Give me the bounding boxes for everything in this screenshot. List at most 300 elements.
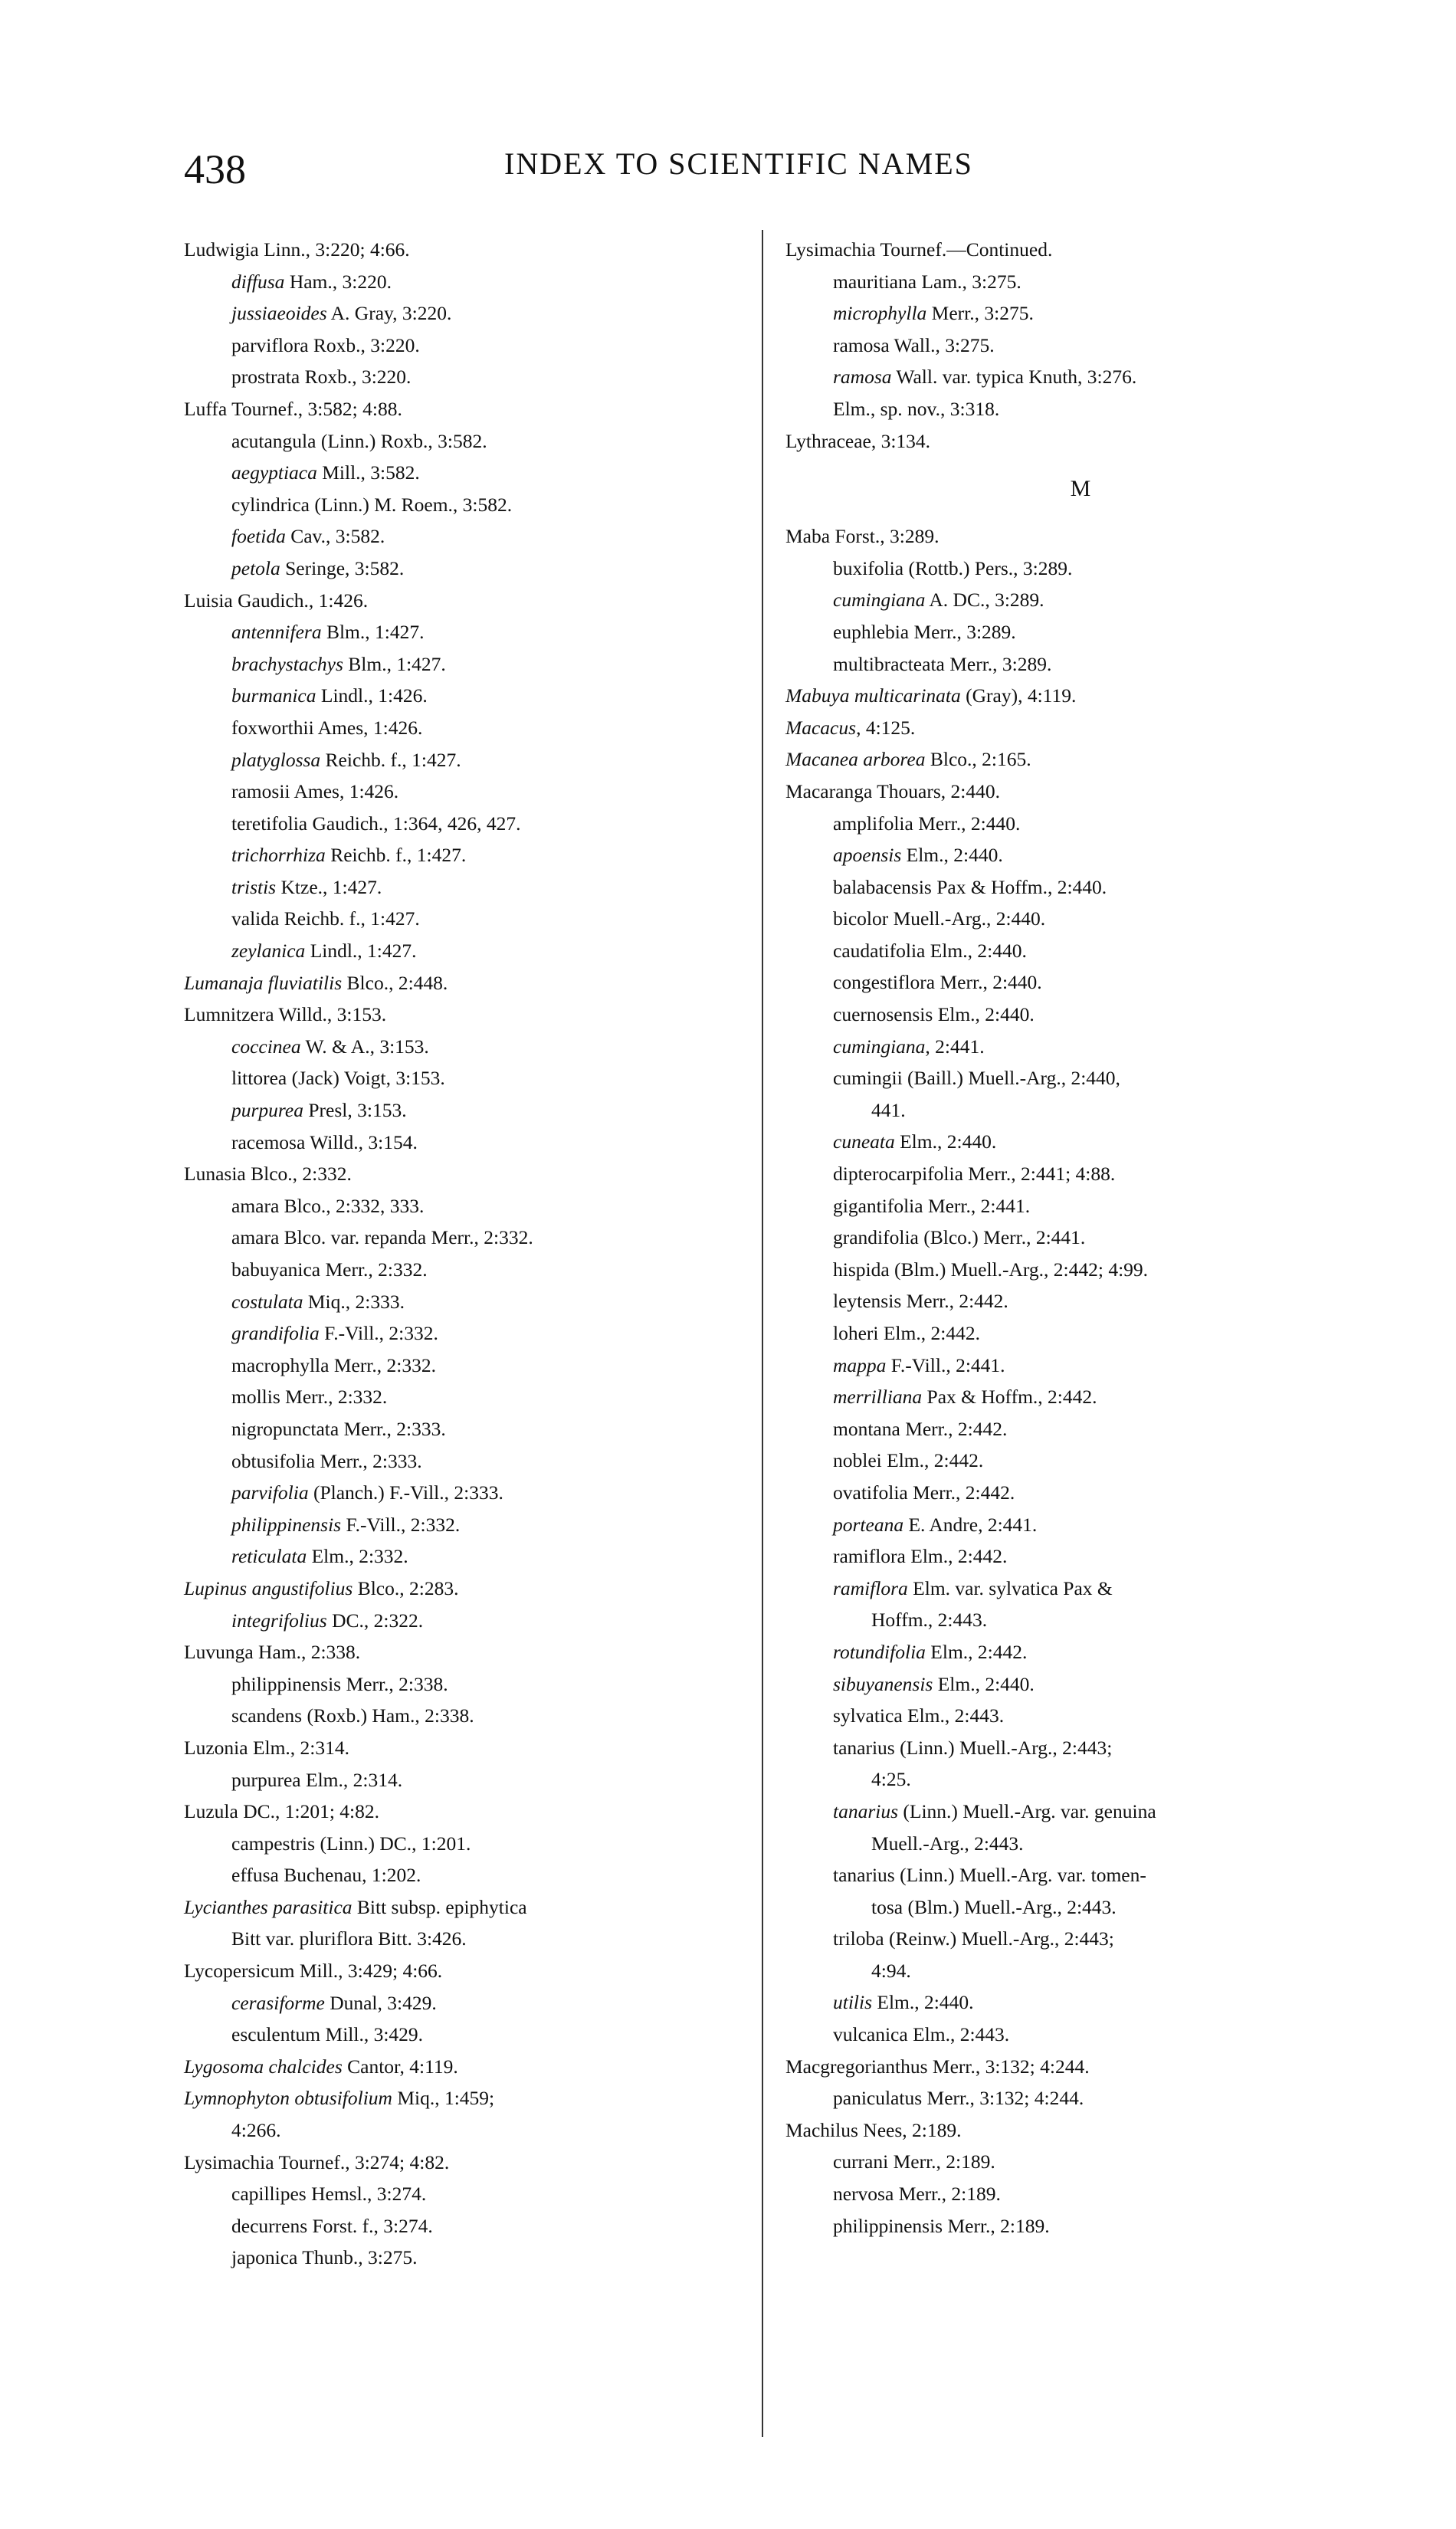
index-subentry bbox=[785, 1573, 1376, 1605]
entry-reference: Gaudich., 1:364, 426, 427. bbox=[307, 812, 521, 835]
index-entry bbox=[184, 1158, 774, 1190]
scientific-name: hispida bbox=[833, 1258, 890, 1281]
index-subentry bbox=[184, 425, 774, 458]
index-subentry bbox=[785, 2210, 1376, 2242]
scientific-name: scandens bbox=[231, 1704, 303, 1727]
scientific-name: congestiflora bbox=[833, 971, 936, 994]
entry-reference: Elm., 2:440. bbox=[933, 1003, 1035, 1026]
index-subentry bbox=[184, 1923, 774, 1955]
scientific-name: Lunasia bbox=[184, 1163, 246, 1186]
index-subentry bbox=[785, 2082, 1376, 2114]
scientific-name: Macacus bbox=[785, 716, 857, 739]
scientific-name: Macanea arborea bbox=[785, 748, 926, 771]
index-subentry bbox=[785, 1763, 1376, 1796]
scientific-name: diffusa bbox=[231, 270, 285, 293]
scientific-name: ramosii bbox=[231, 780, 290, 803]
scientific-name: tanarius bbox=[833, 1736, 895, 1759]
entry-reference: (Blco.) Merr., 2:441. bbox=[918, 1226, 1086, 1249]
entry-reference: Elm., 2:314. bbox=[248, 1736, 350, 1759]
entry-reference: , 4:125. bbox=[856, 716, 916, 739]
entry-reference: Roxb., 3:220. bbox=[308, 333, 420, 356]
scientific-name: parviflora bbox=[231, 333, 309, 356]
entry-reference: F.-Vill., 2:332. bbox=[319, 1322, 438, 1345]
entry-reference: Merr., 2:440. bbox=[913, 812, 1021, 835]
entry-reference: (Blm.) Muell.-Arg., 2:442; 4:99. bbox=[889, 1258, 1149, 1281]
entry-reference: Nees, 2:189. bbox=[858, 2118, 962, 2141]
index-entry bbox=[184, 1636, 774, 1668]
scientific-name: ramosa bbox=[833, 333, 890, 356]
entry-reference: DC., 1:201; 4:82. bbox=[238, 1800, 379, 1823]
scientific-name: antennifera bbox=[231, 621, 322, 644]
scientific-name: prostrata bbox=[231, 366, 300, 389]
entry-reference: Elm. var. sylvatica Pax & bbox=[907, 1576, 1113, 1599]
scientific-name: mollis bbox=[231, 1386, 280, 1409]
index-subentry bbox=[184, 1540, 774, 1573]
scientific-name: aegyptiaca bbox=[231, 461, 317, 484]
scientific-name: Luzula bbox=[184, 1800, 238, 1823]
scientific-name: merrilliana bbox=[833, 1386, 923, 1409]
index-subentry bbox=[785, 999, 1376, 1031]
index-subentry bbox=[785, 2178, 1376, 2210]
index-subentry bbox=[184, 1317, 774, 1350]
index-subentry bbox=[785, 2019, 1376, 2051]
scientific-name: reticulata bbox=[231, 1545, 307, 1568]
index-subentry bbox=[184, 1127, 774, 1159]
entry-reference: Merr., 2:189. bbox=[888, 2150, 995, 2173]
scientific-name: Machilus bbox=[785, 2118, 858, 2141]
index-subentry bbox=[785, 1986, 1376, 2019]
entry-reference: Thunb., 3:275. bbox=[297, 2246, 418, 2269]
scientific-name: tristis bbox=[231, 875, 277, 898]
right-column bbox=[785, 234, 1376, 2242]
scientific-name: philippinensis bbox=[231, 1672, 342, 1695]
entry-reference: Merr., 2:441. bbox=[923, 1194, 1031, 1217]
scientific-name: cumingiana bbox=[833, 589, 926, 612]
entry-reference: 4:266. bbox=[231, 2119, 281, 2142]
scientific-name: bicolor bbox=[833, 907, 889, 930]
entry-reference: Elm., sp. nov., 3:318. bbox=[833, 397, 1000, 420]
index-entry bbox=[184, 999, 774, 1031]
entry-reference: (Baill.) Muell.-Arg., 2:440, bbox=[902, 1067, 1120, 1090]
scientific-name: purpurea bbox=[231, 1768, 301, 1791]
entry-reference: Tournef., 3:582; 4:88. bbox=[227, 397, 402, 420]
index-subentry bbox=[785, 1732, 1376, 1764]
scientific-name: purpurea bbox=[231, 1099, 303, 1122]
index-entry bbox=[184, 2082, 774, 2114]
entry-reference: (Linn.) Muell.-Arg. var. genuina bbox=[898, 1799, 1156, 1822]
index-subentry bbox=[184, 1605, 774, 1637]
scientific-name: rotundifolia bbox=[833, 1640, 926, 1663]
scientific-name: sibuyanensis bbox=[833, 1672, 933, 1695]
scientific-name: montana bbox=[833, 1417, 900, 1440]
entry-reference: Pax & Hoffm., 2:440. bbox=[931, 875, 1107, 898]
scientific-name: ramiflora bbox=[833, 1576, 908, 1599]
entry-reference: (Rottb.) Pers., 3:289. bbox=[903, 556, 1073, 579]
index-subentry bbox=[184, 648, 774, 681]
entry-reference: Blco., 2:332, 333. bbox=[279, 1194, 425, 1217]
index-subentry bbox=[785, 1923, 1376, 1955]
index-subentry bbox=[785, 616, 1376, 648]
index-subentry bbox=[184, 808, 774, 840]
entry-reference: 441. bbox=[871, 1098, 906, 1121]
index-subentry bbox=[184, 2019, 774, 2051]
index-subentry bbox=[785, 1509, 1376, 1541]
index-subentry bbox=[785, 297, 1376, 330]
scientific-name: Lysimachia bbox=[184, 2150, 274, 2173]
index-subentry bbox=[184, 839, 774, 871]
page-title: INDEX TO SCIENTIFIC NAMES bbox=[504, 146, 973, 181]
entry-reference: , 3:134. bbox=[871, 429, 931, 452]
index-subentry bbox=[184, 2242, 774, 2274]
index-subentry bbox=[184, 330, 774, 362]
index-subentry bbox=[785, 584, 1376, 616]
index-subentry bbox=[184, 1413, 774, 1445]
entry-reference: 4:94. bbox=[871, 1959, 911, 1982]
entry-reference: Mill., 3:582. bbox=[316, 461, 420, 484]
entry-reference: (Jack) Voigt, 3:153. bbox=[287, 1067, 445, 1090]
index-subentry bbox=[184, 903, 774, 935]
scientific-name: mappa bbox=[833, 1353, 887, 1376]
entry-reference: Ames, 1:426. bbox=[290, 780, 399, 803]
index-subentry bbox=[184, 1477, 774, 1509]
index-subentry bbox=[785, 1891, 1376, 1924]
entry-reference: Blco., 2:332. bbox=[245, 1163, 352, 1186]
scientific-name: porteana bbox=[833, 1513, 904, 1536]
index-subentry bbox=[184, 1350, 774, 1382]
index-subentry bbox=[184, 1828, 774, 1860]
entry-reference: Ham., 3:220. bbox=[284, 270, 392, 293]
scientific-name: grandifolia bbox=[231, 1322, 320, 1345]
entry-reference: , 2:441. bbox=[925, 1035, 985, 1058]
entry-reference: Reichb. f., 1:427. bbox=[325, 844, 467, 867]
index-entry bbox=[184, 1891, 774, 1924]
entry-reference: Linn., 3:220; 4:66. bbox=[258, 238, 410, 261]
index-subentry bbox=[184, 1445, 774, 1478]
entry-reference: Merr., 3:132; 4:244. bbox=[927, 2055, 1090, 2078]
scientific-name: racemosa bbox=[231, 1130, 306, 1153]
scientific-name: effusa bbox=[231, 1864, 279, 1887]
index-entry bbox=[785, 743, 1376, 776]
scientific-name: currani bbox=[833, 2150, 889, 2173]
entry-reference: Elm., 2:443. bbox=[902, 1704, 1005, 1727]
index-subentry bbox=[785, 1413, 1376, 1445]
entry-reference: Seringe, 3:582. bbox=[280, 556, 405, 579]
index-subentry bbox=[785, 266, 1376, 298]
index-entry bbox=[184, 585, 774, 617]
index-subentry bbox=[785, 330, 1376, 362]
index-subentry bbox=[785, 1031, 1376, 1063]
index-entry bbox=[184, 1955, 774, 1987]
entry-reference: Bitt subsp. epiphytica bbox=[352, 1895, 527, 1918]
index-subentry bbox=[785, 1859, 1376, 1891]
entry-reference: Elm., 2:440. bbox=[901, 844, 1003, 867]
scientific-name: nigropunctata bbox=[231, 1417, 339, 1440]
scientific-name: euphlebia bbox=[833, 620, 910, 643]
scientific-name: trichorrhiza bbox=[231, 844, 326, 867]
scientific-name: Luisia bbox=[184, 589, 233, 612]
entry-reference: (Gray), 4:119. bbox=[960, 684, 1077, 707]
index-entry bbox=[184, 1796, 774, 1828]
scientific-name: campestris bbox=[231, 1832, 316, 1855]
entry-reference: Blco., 2:283. bbox=[353, 1576, 459, 1599]
entry-reference: Thouars, 2:440. bbox=[872, 779, 1000, 802]
entry-reference: Mill., 3:429. bbox=[320, 2023, 424, 2046]
scientific-name: japonica bbox=[231, 2246, 298, 2269]
scientific-name: Mabuya multicarinata bbox=[785, 684, 961, 707]
index-subentry bbox=[785, 1477, 1376, 1509]
scientific-name: Luzonia bbox=[184, 1736, 248, 1759]
index-subentry bbox=[184, 1094, 774, 1127]
scientific-name: sylvatica bbox=[833, 1704, 903, 1727]
scientific-name: apoensis bbox=[833, 844, 902, 867]
index-entry bbox=[184, 2051, 774, 2083]
entry-reference: Gaudich., 1:426. bbox=[232, 589, 369, 612]
entry-reference: (Roxb.) Ham., 2:338. bbox=[302, 1704, 474, 1727]
index-subentry bbox=[184, 1286, 774, 1318]
index-subentry bbox=[184, 744, 774, 776]
index-subentry bbox=[184, 1859, 774, 1891]
index-entry bbox=[184, 2147, 774, 2179]
scientific-name: cumingii bbox=[833, 1067, 903, 1090]
scientific-name: Lumnitzera bbox=[184, 1003, 274, 1026]
entry-reference: DC., 2:322. bbox=[326, 1609, 424, 1632]
scientific-name: foxworthii bbox=[231, 716, 314, 739]
index-subentry bbox=[184, 1987, 774, 2019]
scientific-name: obtusifolia bbox=[231, 1449, 316, 1472]
scientific-name: ovatifolia bbox=[833, 1481, 908, 1504]
scientific-name: babuyanica bbox=[231, 1258, 321, 1281]
scientific-name: Luvunga bbox=[184, 1641, 254, 1664]
entry-reference: Merr., 3:132; 4:244. bbox=[922, 2087, 1084, 2110]
entry-reference: (Linn.) M. Roem., 3:582. bbox=[309, 493, 513, 516]
index-entry bbox=[785, 680, 1376, 712]
entry-reference: Wall. var. typica Knuth, 3:276. bbox=[891, 366, 1137, 389]
entry-reference: Blm., 1:427. bbox=[321, 621, 425, 644]
index-entry bbox=[184, 234, 774, 266]
entry-reference: Miq., 1:459; bbox=[392, 2087, 495, 2110]
index-subentry bbox=[184, 871, 774, 904]
index-subentry bbox=[184, 1700, 774, 1732]
entry-reference: Roxb., 3:220. bbox=[300, 366, 412, 389]
entry-reference: Elm., 2:440. bbox=[872, 1991, 974, 2014]
scientific-name: Lygosoma chalcides bbox=[184, 2055, 343, 2078]
index-entry bbox=[184, 393, 774, 425]
index-entry bbox=[785, 712, 1376, 744]
entry-reference: (Linn.) Roxb., 3:582. bbox=[316, 429, 487, 452]
entry-reference: Lindl., 1:426. bbox=[316, 684, 428, 707]
scientific-name: Lythraceae bbox=[785, 429, 871, 452]
index-subentry bbox=[785, 1350, 1376, 1382]
scientific-name: ramosa bbox=[833, 366, 892, 389]
index-subentry bbox=[785, 393, 1376, 425]
scientific-name: amara bbox=[231, 1226, 280, 1249]
index-subentry bbox=[184, 2210, 774, 2242]
scientific-name: Lupinus angustifolius bbox=[184, 1576, 353, 1599]
entry-reference: Presl, 3:153. bbox=[303, 1099, 407, 1122]
entry-reference: Merr., 2:442. bbox=[901, 1290, 1008, 1313]
scientific-name: integrifolius bbox=[231, 1609, 327, 1632]
scientific-name: brachystachys bbox=[231, 652, 343, 675]
entry-reference: Elm., 2:442. bbox=[881, 1449, 984, 1472]
scientific-name: buxifolia bbox=[833, 556, 904, 579]
entry-reference: Elm., 2:442. bbox=[905, 1545, 1008, 1568]
index-subentry bbox=[785, 1254, 1376, 1286]
scientific-name: macrophylla bbox=[231, 1353, 330, 1376]
index-subentry bbox=[184, 1254, 774, 1286]
scientific-name: tanarius bbox=[833, 1799, 899, 1822]
index-subentry bbox=[785, 1381, 1376, 1413]
index-subentry bbox=[184, 266, 774, 298]
scientific-name: capillipes bbox=[231, 2183, 307, 2206]
entry-reference: Elm., 2:442. bbox=[925, 1640, 1028, 1663]
index-subentry bbox=[785, 2146, 1376, 2178]
scientific-name: Lycopersicum bbox=[184, 1960, 295, 1983]
index-subentry bbox=[184, 935, 774, 967]
entry-reference: F.-Vill., 2:332. bbox=[341, 1513, 461, 1536]
scientific-name: loheri bbox=[833, 1322, 879, 1344]
page-number: 438 bbox=[184, 146, 246, 192]
index-subentry bbox=[785, 1222, 1376, 1254]
index-entry bbox=[785, 2051, 1376, 2083]
index-subentry bbox=[785, 1190, 1376, 1222]
entry-reference: Buchenau, 1:202. bbox=[278, 1864, 421, 1887]
scientific-name: foetida bbox=[231, 525, 286, 548]
scientific-name: gigantifolia bbox=[833, 1194, 923, 1217]
index-subentry bbox=[785, 1158, 1376, 1190]
index-subentry bbox=[785, 871, 1376, 904]
entry-reference: Merr., 3:289. bbox=[944, 652, 1052, 675]
column-divider bbox=[762, 230, 763, 2437]
scientific-name: Lysimachia bbox=[785, 238, 876, 261]
entry-reference: Merr., 3:275. bbox=[926, 302, 1034, 325]
index-subentry bbox=[785, 1317, 1376, 1350]
entry-reference: A. Gray, 3:220. bbox=[326, 302, 452, 325]
entry-reference: Lindl., 1:427. bbox=[305, 940, 417, 963]
index-subentry bbox=[785, 1796, 1376, 1828]
index-subentry bbox=[184, 776, 774, 808]
index-subentry bbox=[184, 1222, 774, 1254]
index-subentry bbox=[184, 520, 774, 553]
letter-heading: M bbox=[1070, 476, 1091, 502]
entry-reference: Merr., 2:332. bbox=[329, 1353, 436, 1376]
entry-reference: Reichb. f., 1:427. bbox=[320, 748, 461, 771]
scientific-name: paniculatus bbox=[833, 2087, 923, 2110]
scientific-name: philippinensis bbox=[231, 1513, 342, 1536]
entry-reference: Merr., 3:289. bbox=[909, 620, 1016, 643]
scientific-name: teretifolia bbox=[231, 812, 308, 835]
entry-reference: Willd., 3:154. bbox=[305, 1130, 418, 1153]
index-entry bbox=[785, 2114, 1376, 2147]
index-subentry bbox=[184, 680, 774, 712]
entry-reference: Merr., 2:440. bbox=[935, 971, 1042, 994]
entry-reference: Hemsl., 3:274. bbox=[306, 2183, 427, 2206]
scientific-name: coccinea bbox=[231, 1035, 301, 1058]
entry-reference: Elm., 2:314. bbox=[300, 1768, 403, 1791]
entry-reference: Tournef.—Continued. bbox=[875, 238, 1053, 261]
index-subentry bbox=[785, 1668, 1376, 1701]
entry-reference: Forst., 3:289. bbox=[830, 525, 940, 548]
entry-reference: Mill., 3:429; 4:66. bbox=[294, 1960, 443, 1983]
index-subentry bbox=[184, 2114, 774, 2147]
index-subentry bbox=[785, 361, 1376, 393]
index-subentry bbox=[785, 935, 1376, 967]
entry-reference: Merr., 2:442. bbox=[907, 1481, 1015, 1504]
index-subentry bbox=[785, 1094, 1376, 1127]
scientific-name: ramiflora bbox=[833, 1545, 906, 1568]
scientific-name: petola bbox=[231, 556, 280, 579]
entry-reference: Willd., 3:153. bbox=[274, 1003, 387, 1026]
index-subentry bbox=[785, 1445, 1376, 1477]
entry-reference: (Planch.) F.-Vill., 2:333. bbox=[308, 1481, 503, 1504]
index-subentry bbox=[184, 1668, 774, 1701]
entry-reference: (Reinw.) Muell.-Arg., 2:443; bbox=[884, 1927, 1114, 1950]
entry-reference: E. Andre, 2:441. bbox=[903, 1513, 1038, 1536]
entry-reference: Elm., 2:440. bbox=[925, 939, 1027, 962]
index-subentry bbox=[785, 1285, 1376, 1317]
scientific-name: mauritiana bbox=[833, 270, 917, 293]
scientific-name: parvifolia bbox=[231, 1481, 309, 1504]
entry-reference: Cantor, 4:119. bbox=[342, 2055, 458, 2078]
index-entry bbox=[184, 1732, 774, 1764]
scientific-name: triloba bbox=[833, 1927, 884, 1950]
entry-reference: Miq., 2:333. bbox=[303, 1290, 405, 1313]
entry-reference: Merr., 2:333. bbox=[315, 1449, 422, 1472]
scientific-name: jussiaeoides bbox=[231, 302, 327, 325]
index-subentry bbox=[184, 1509, 774, 1541]
index-subentry bbox=[785, 1955, 1376, 1987]
scientific-name: balabacensis bbox=[833, 875, 932, 898]
entry-reference: Elm., 2:440. bbox=[894, 1130, 997, 1153]
entry-reference: Blm., 1:427. bbox=[343, 652, 446, 675]
index-subentry bbox=[184, 457, 774, 489]
entry-reference: Ktze., 1:427. bbox=[276, 875, 382, 898]
scientific-name: amplifolia bbox=[833, 812, 913, 835]
entry-reference: Tournef., 3:274; 4:82. bbox=[274, 2150, 450, 2173]
scientific-name: Macaranga bbox=[785, 779, 873, 802]
entry-reference: 4:25. bbox=[871, 1768, 911, 1791]
scientific-name: costulata bbox=[231, 1290, 303, 1313]
index-subentry bbox=[785, 1126, 1376, 1158]
entry-reference: Merr., 2:332. bbox=[320, 1258, 428, 1281]
index-subentry bbox=[184, 1031, 774, 1063]
entry-reference: Elm., 2:442. bbox=[878, 1322, 980, 1344]
scientific-name: esculentum bbox=[231, 2023, 321, 2046]
page-header bbox=[184, 146, 1349, 207]
scientific-name: caudatifolia bbox=[833, 939, 926, 962]
left-column bbox=[184, 234, 774, 2274]
scientific-name: cerasiforme bbox=[231, 1991, 325, 2014]
entry-reference: Merr., 2:338. bbox=[341, 1672, 448, 1695]
scientific-name: tanarius bbox=[833, 1864, 895, 1887]
index-entry bbox=[785, 520, 1376, 553]
index-subentry bbox=[785, 966, 1376, 999]
entry-reference: Elm., 2:332. bbox=[307, 1545, 408, 1568]
index-entry bbox=[785, 234, 1376, 266]
scientific-name: Lycianthes parasitica bbox=[184, 1895, 353, 1918]
index-subentry bbox=[184, 361, 774, 393]
scientific-name: utilis bbox=[833, 1991, 873, 2014]
index-subentry bbox=[785, 1828, 1376, 1860]
entry-reference: Muell.-Arg., 2:443. bbox=[871, 1832, 1024, 1855]
index-subentry bbox=[785, 1700, 1376, 1732]
entry-reference: Pax & Hoffm., 2:442. bbox=[922, 1386, 1097, 1409]
entry-reference: (Linn.) Muell.-Arg., 2:443; bbox=[894, 1736, 1113, 1759]
entry-reference: Cav., 3:582. bbox=[285, 525, 385, 548]
index-entry bbox=[184, 967, 774, 999]
index-subentry bbox=[184, 1190, 774, 1222]
entry-reference: F.-Vill., 2:441. bbox=[886, 1353, 1005, 1376]
index-subentry bbox=[184, 553, 774, 585]
